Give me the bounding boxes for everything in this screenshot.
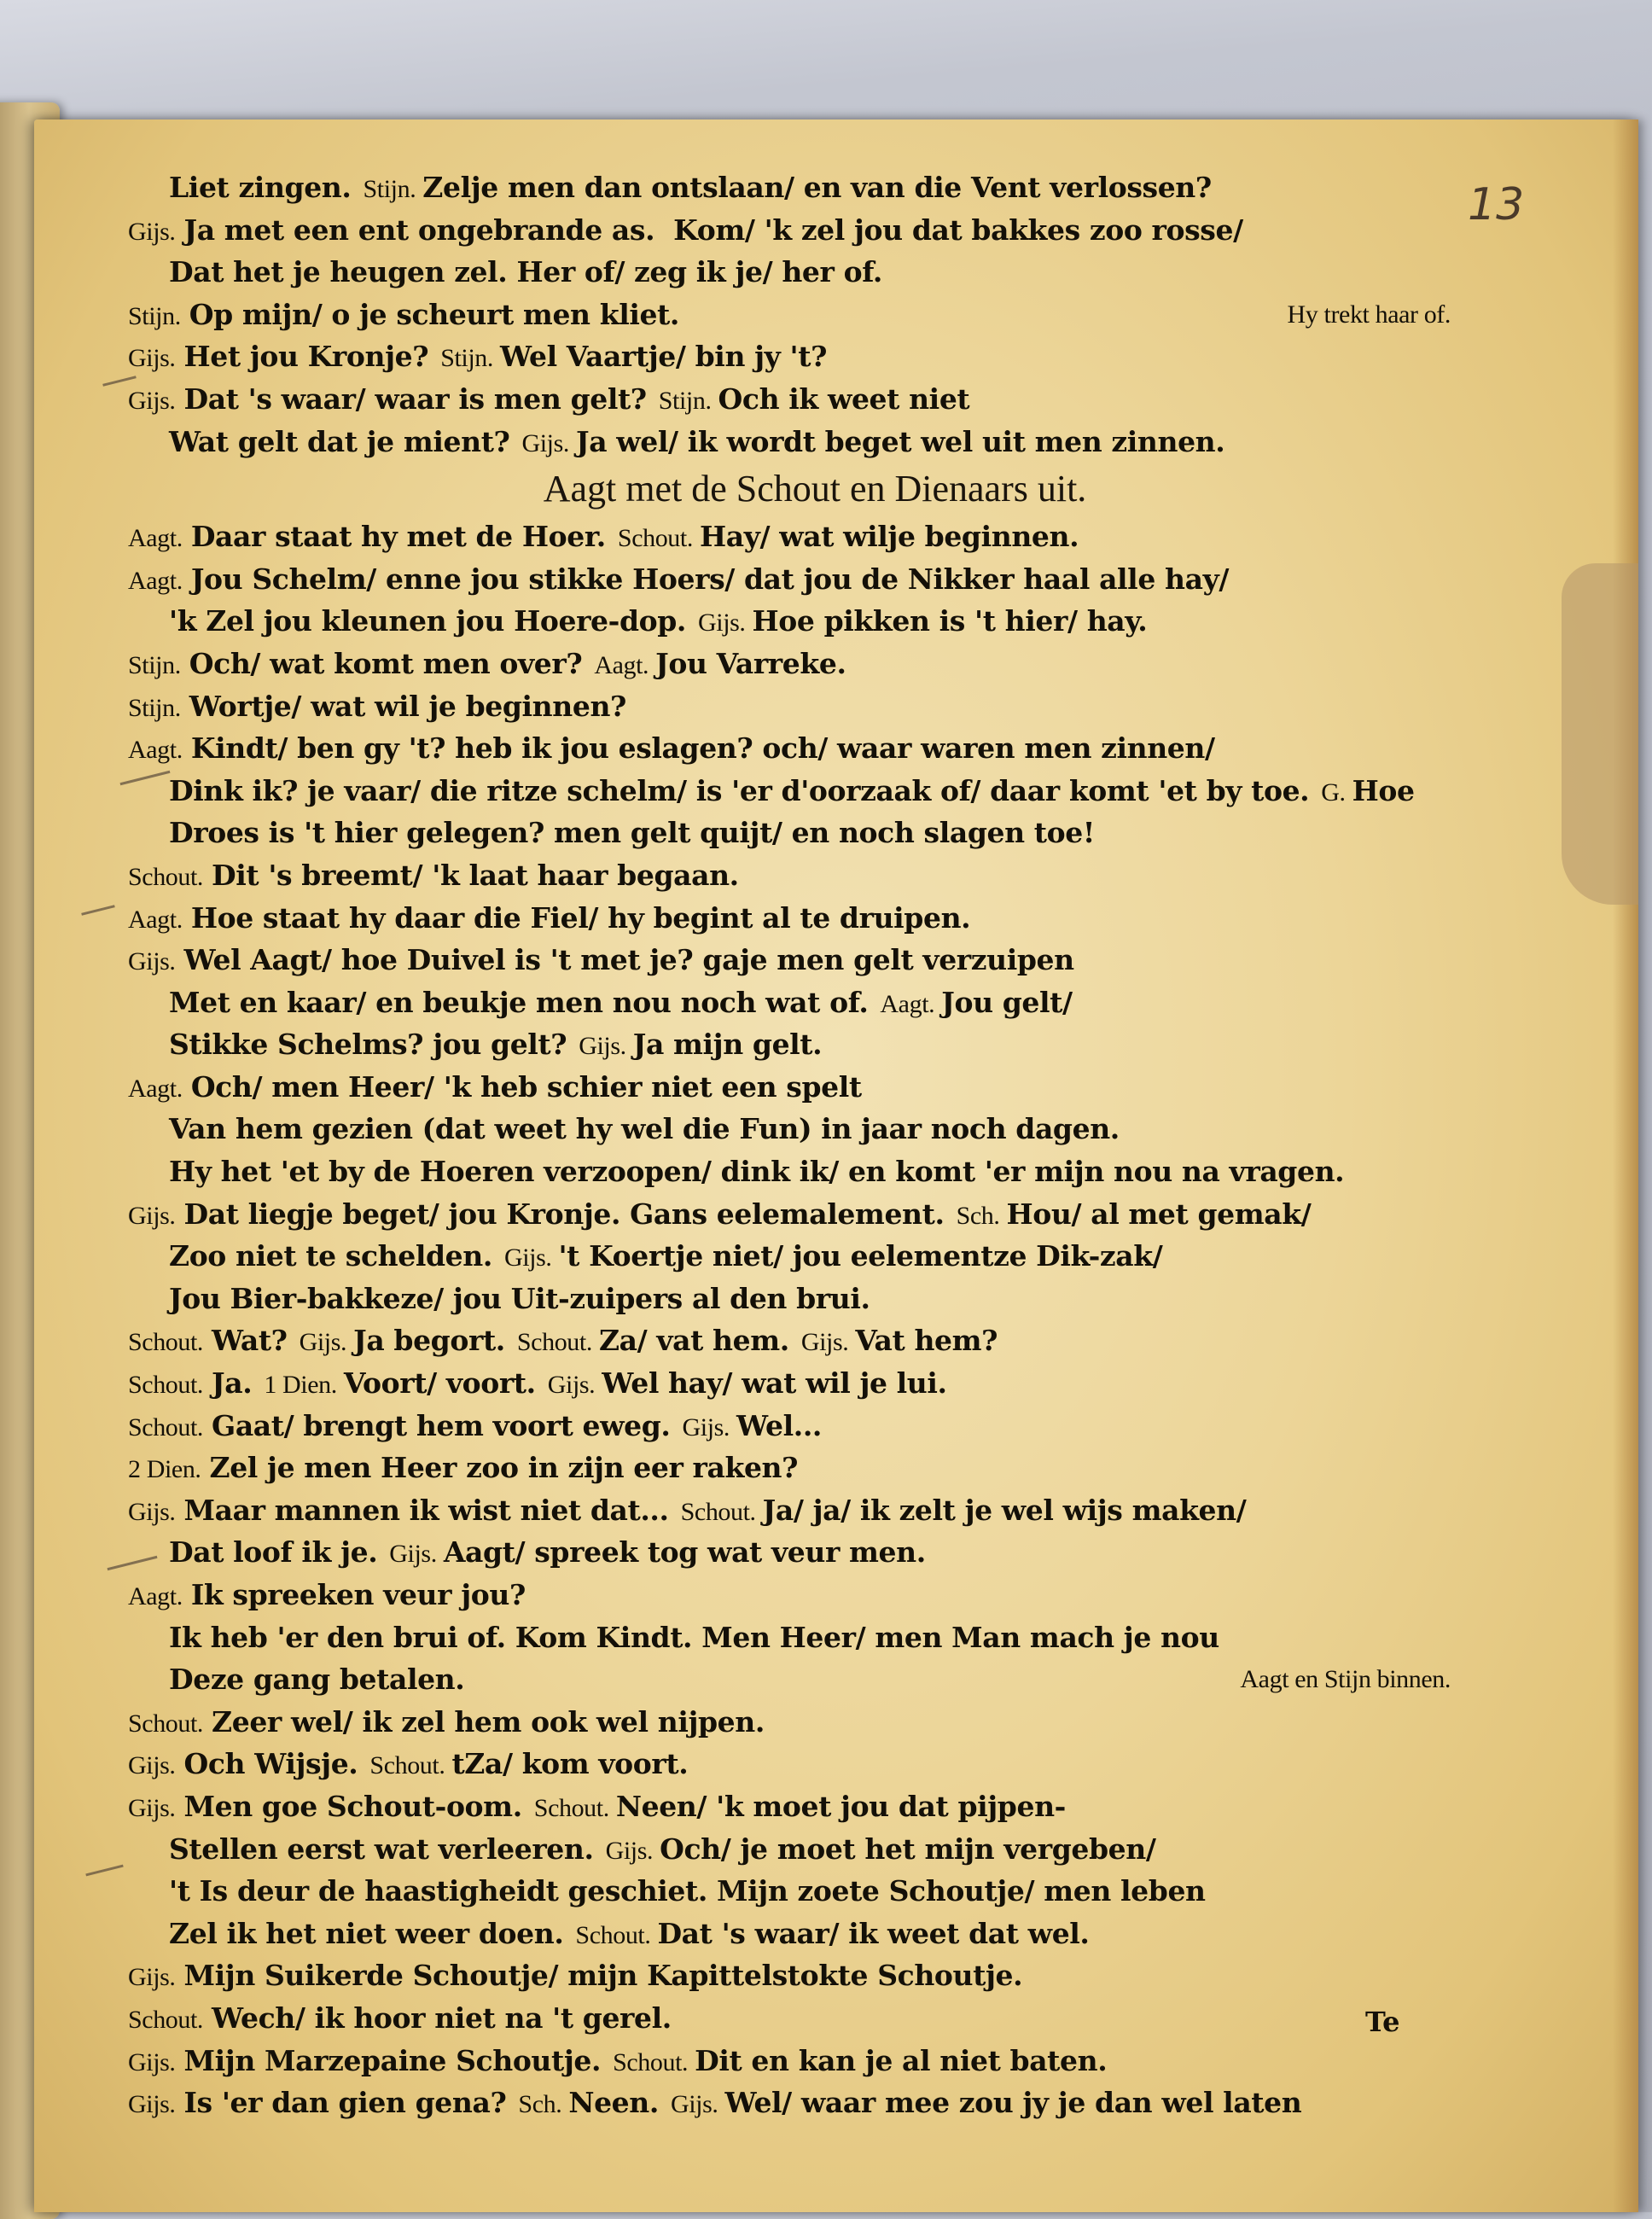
dialogue-text: 'k Zel jou kleunen jou Hoere-dop.	[169, 604, 687, 638]
dialogue-text: Gaat/ brengt hem voort eweg.	[212, 1408, 671, 1442]
text-line	[128, 1531, 1451, 1574]
dialogue-text: Ik heb 'er den brui of. Kom Kindt. Men Heer/ men Man mach je nou	[169, 1620, 1219, 1654]
dialogue-text: 't Is deur de haastigheidt geschiet. Mijn zoete Schoutje/ men leben	[169, 1874, 1206, 1908]
text-line	[128, 1447, 1451, 1489]
speaker-name: Gijs.	[299, 1328, 347, 1357]
dialogue-text: Zeer wel/ ik zel hem ook wel nijpen.	[212, 1704, 765, 1739]
text-line	[128, 1066, 1451, 1109]
dialogue-text: Stikke Schelms? jou gelt?	[169, 1028, 567, 1062]
dialogue-text: Wat gelt dat je mient?	[169, 424, 510, 458]
page-number: 13	[1468, 179, 1525, 230]
speaker-name: Schout.	[613, 2047, 689, 2076]
dialogue-text: Jou Bier-bakkeze/ jou Uit-zuipers al den brui.	[169, 1281, 870, 1315]
text-line	[128, 1193, 1451, 1236]
speaker-name: Gijs.	[521, 428, 569, 457]
dialogue-text: Och/ men Heer/ 'k heb schier niet een spelt	[190, 1069, 862, 1104]
speaker-name: 2 Dien.	[128, 1455, 201, 1484]
speaker-name: Stijn.	[658, 386, 712, 415]
text-line	[128, 2040, 1451, 2082]
dialogue-text: Wat?	[212, 1324, 288, 1358]
speaker-name: Gijs.	[682, 1412, 730, 1441]
text-line	[128, 1785, 1451, 1828]
text-line	[128, 1319, 1451, 1362]
text-line	[128, 939, 1451, 981]
speaker-name: Gijs.	[128, 1963, 176, 1992]
speaker-name: Gijs.	[503, 1243, 552, 1273]
dialogue-text: Wel...	[736, 1408, 822, 1442]
speaker-name: Gijs.	[128, 1751, 176, 1780]
dialogue-text: Ja begort.	[353, 1324, 505, 1358]
dialogue-text: Wortje/ wat wil je beginnen?	[189, 689, 626, 723]
dialogue-text: Wech/ ik hoor niet na 't gerel.	[212, 2001, 672, 2035]
speaker-name: Schout.	[680, 1497, 756, 1526]
text-line	[128, 1743, 1451, 1785]
speaker-name: 1 Dien.	[264, 1371, 337, 1400]
text-line	[128, 685, 1451, 728]
dialogue-text: Hoe staat hy daar die Fiel/ hy begint al te druipen.	[190, 900, 971, 935]
speaker-name: Gijs.	[698, 609, 746, 638]
catchword: Te	[1365, 2006, 1400, 2038]
speaker-name: Stijn.	[128, 693, 181, 722]
dialogue-text: Za/ vat hem.	[598, 1324, 789, 1358]
text-line	[128, 251, 1451, 294]
speaker-name: Aagt.	[128, 1582, 183, 1610]
text-line	[128, 1150, 1451, 1193]
dialogue-text: Zel je men Heer zoo in zijn eer raken?	[209, 1451, 799, 1485]
speaker-name: Schout.	[533, 1793, 609, 1822]
stage-direction: Hy trekt haar of.	[1287, 300, 1451, 329]
dialogue-text: Och ik weet niet	[718, 381, 970, 416]
text-line	[128, 1616, 1451, 1659]
speaker-name: Schout.	[128, 2005, 204, 2034]
speaker-name: Gijs.	[128, 2090, 176, 2119]
dialogue-text: Is 'er dan gien gena?	[183, 2086, 507, 2120]
speaker-name: Gijs.	[605, 1836, 654, 1865]
dialogue-text: Dat liegje beget/ jou Kronje. Gans eelemalement.	[183, 1197, 945, 1231]
text-line	[128, 1023, 1451, 1066]
dialogue-text: Vat hem?	[855, 1324, 998, 1358]
dialogue-text: Dat het je heugen zel. Her of/ zeg ik je/ her of.	[169, 255, 882, 289]
dialogue-text: Wel/ waar mee zou jy je dan wel laten	[724, 2086, 1302, 2120]
text-line	[128, 1278, 1451, 1320]
dialogue-text: Hoe	[1352, 773, 1415, 807]
dialogue-text: Ja/ ja/ ik zelt je wel wijs maken/	[762, 1493, 1247, 1527]
dialogue-text: Ja wel/ ik wordt beget wel uit men zinnen.	[576, 424, 1225, 458]
dialogue-text: Mijn Suikerde Schoutje/ mijn Kapittelstokte Schoutje.	[183, 1959, 1023, 1993]
speaker-name: Gijs.	[547, 1371, 596, 1400]
dialogue-text: Ik spreeken veur jou?	[190, 1578, 526, 1611]
text-line	[128, 1574, 1451, 1616]
speaker-name: Aagt.	[880, 989, 935, 1018]
dialogue-text: Hay/ wat wilje beginnen.	[699, 520, 1079, 554]
speaker-name: Schout.	[128, 1371, 204, 1400]
speaker-name: Gijs.	[670, 2090, 718, 2119]
text-line	[128, 1870, 1451, 1913]
text-line	[128, 1913, 1451, 1955]
speaker-name: Gijs.	[128, 947, 176, 976]
speaker-name: Gijs.	[800, 1328, 849, 1357]
speaker-name: Aagt.	[594, 650, 649, 679]
text-line	[128, 2082, 1451, 2124]
speaker-name: Schout.	[617, 524, 693, 553]
text-line	[128, 854, 1451, 897]
text-line	[128, 335, 1451, 378]
dialogue-text: Het jou Kronje?	[183, 340, 429, 374]
dialogue-text: Ja mijn gelt.	[632, 1028, 823, 1062]
dialogue-text: Zel ik het niet weer doen.	[169, 1916, 564, 1950]
dialogue-text: Droes is 't hier gelegen? men gelt quijt/ en noch slagen toe!	[169, 816, 1095, 850]
text-line	[128, 1658, 1451, 1701]
text-line	[128, 1108, 1451, 1150]
dialogue-text: Dit en kan je al niet baten.	[695, 2043, 1108, 2077]
dialogue-text: Mijn Marzepaine Schoutje.	[183, 2043, 602, 2077]
text-line	[128, 1235, 1451, 1278]
text-line	[128, 1701, 1451, 1744]
stage-direction: Aagt en Stijn binnen.	[1240, 1665, 1451, 1694]
dialogue-text: Dat 's waar/ waar is men gelt?	[183, 381, 647, 416]
dialogue-text: Dink ik? je vaar/ die ritze schelm/ is 'er d'oorzaak of/ daar komt 'et by toe.	[169, 773, 1310, 807]
dialogue-text: Neen/ 'k moet jou dat pijpen-	[615, 1789, 1066, 1823]
dialogue-text: Kom/ 'k zel jou dat bakkes zoo rosse/	[673, 213, 1243, 247]
speaker-name: Stijn.	[128, 650, 181, 679]
dialogue-text: Liet zingen.	[169, 171, 352, 204]
text-line	[128, 600, 1451, 643]
dialogue-text: Hoe pikken is 't hier/ hay.	[752, 604, 1148, 638]
text-line	[128, 1489, 1451, 1532]
text-line	[128, 1954, 1451, 1997]
dialogue-text: Neen.	[568, 2086, 659, 2120]
play-text	[128, 166, 1451, 2124]
dialogue-text: Och Wijsje.	[183, 1747, 358, 1781]
speaker-name: Gijs.	[128, 344, 176, 373]
dialogue-text: Wel Vaartje/ bin jy 't?	[500, 340, 828, 374]
speaker-name: Schout.	[516, 1328, 592, 1357]
dialogue-text: Kindt/ ben gy 't? heb ik jou eslagen? och/ waar waren men zinnen/	[190, 731, 1215, 766]
speaker-name: Aagt.	[128, 566, 183, 595]
speaker-name: Schout.	[575, 1920, 651, 1949]
dialogue-text: Dat 's waar/ ik weet dat wel.	[657, 1916, 1090, 1950]
dialogue-text: Jou Varreke.	[655, 646, 846, 680]
page-tear	[1562, 563, 1638, 905]
dialogue-text: Aagt/ spreek tog wat veur men.	[443, 1535, 926, 1570]
speaker-name: Schout.	[369, 1751, 445, 1780]
text-line	[128, 209, 1451, 252]
speaker-name: Aagt.	[128, 736, 183, 765]
text-line	[128, 378, 1451, 421]
text-line	[128, 812, 1451, 854]
speaker-name: Sch.	[956, 1201, 1000, 1230]
speaker-name: Aagt.	[128, 905, 183, 934]
speaker-name: Gijs.	[128, 386, 176, 415]
speaker-name: Schout.	[128, 1709, 204, 1738]
speaker-name: Stijn.	[440, 344, 493, 373]
dialogue-text: tZa/ kom voort.	[451, 1747, 689, 1781]
dialogue-text: Voort/ voort.	[343, 1366, 536, 1401]
dialogue-text: Stellen eerst wat verleeren.	[169, 1832, 594, 1866]
speaker-name: Gijs.	[579, 1032, 626, 1061]
dialogue-text: Och/ wat komt men over?	[189, 646, 583, 680]
dialogue-text: Zelje men dan ontslaan/ en van die Vent verlossen?	[422, 171, 1212, 204]
dialogue-text: Wel hay/ wat wil je lui.	[602, 1366, 947, 1401]
text-line	[128, 421, 1451, 463]
dialogue-text: Op mijn/ o je scheurt men kliet.	[189, 297, 679, 331]
dialogue-text: Maar mannen ik wist niet dat...	[183, 1493, 669, 1527]
dialogue-text: 't Koertje niet/ jou eelementze Dik-zak/	[558, 1239, 1163, 1273]
speaker-name: Gijs.	[128, 2047, 176, 2076]
dialogue-text: Zoo niet te schelden.	[169, 1239, 492, 1273]
text-line	[128, 166, 1451, 209]
text-line	[128, 558, 1451, 601]
speaker-name: Schout.	[128, 862, 204, 891]
text-line	[128, 643, 1451, 685]
text-line	[128, 727, 1451, 770]
dialogue-text: Hy het 'et by de Hoeren verzoopen/ dink ik/ en komt 'er mijn nou na vragen.	[169, 1155, 1345, 1189]
speaker-name: G.	[1321, 778, 1346, 807]
text-line	[128, 981, 1451, 1024]
text-line	[128, 1405, 1451, 1447]
text-line	[128, 1362, 1451, 1405]
dialogue-text: Wel Aagt/ hoe Duivel is 't met je? gaje men gelt verzuipen	[183, 943, 1074, 977]
text-line	[128, 1997, 1451, 2040]
speaker-name: Sch.	[518, 2090, 562, 2119]
dialogue-text: Ja met een ent ongebrande as.	[183, 213, 655, 247]
text-line	[128, 897, 1451, 940]
dialogue-text: Men goe Schout-oom.	[183, 1789, 522, 1823]
text-line	[128, 1828, 1451, 1871]
dialogue-text: Met en kaar/ en beukje men nou noch wat of.	[169, 985, 869, 1019]
speaker-name: Gijs.	[128, 1793, 176, 1822]
dialogue-text: Daar staat hy met de Hoer.	[190, 520, 606, 554]
speaker-name: Stijn.	[363, 175, 416, 203]
text-line	[128, 515, 1451, 558]
dialogue-text: Van hem gezien (dat weet hy wel die Fun) in jaar noch dagen.	[169, 1112, 1120, 1146]
dialogue-text: Och/ je moet het mijn vergeben/	[660, 1832, 1156, 1866]
dialogue-text: Dit 's breemt/ 'k laat haar begaan.	[212, 858, 739, 892]
dialogue-text: Jou Schelm/ enne jou stikke Hoers/ dat jou de Nikker haal alle hay/	[190, 562, 1230, 596]
speaker-name: Gijs.	[128, 217, 176, 246]
speaker-name: Stijn.	[128, 301, 181, 330]
dialogue-text: Ja.	[212, 1366, 253, 1401]
speaker-name: Gijs.	[128, 1201, 176, 1230]
speaker-name: Schout.	[128, 1412, 204, 1441]
dialogue-text: Jou gelt/	[941, 985, 1073, 1019]
dialogue-text: Deze gang betalen.	[169, 1663, 465, 1697]
scene-heading: Aagt met de Schout en Dienaars uit.	[543, 468, 1087, 510]
page-right-edge	[1613, 119, 1638, 2212]
speaker-name: Aagt.	[128, 1074, 183, 1103]
speaker-name: Gijs.	[389, 1540, 437, 1569]
speaker-name: Gijs.	[128, 1497, 176, 1526]
text-line	[128, 770, 1451, 812]
speaker-name: Schout.	[128, 1328, 204, 1357]
dialogue-text: Dat loof ik je.	[169, 1535, 378, 1570]
speaker-name: Aagt.	[128, 524, 183, 553]
text-line	[128, 294, 1451, 336]
dialogue-text: Hou/ al met gemak/	[1006, 1197, 1312, 1231]
